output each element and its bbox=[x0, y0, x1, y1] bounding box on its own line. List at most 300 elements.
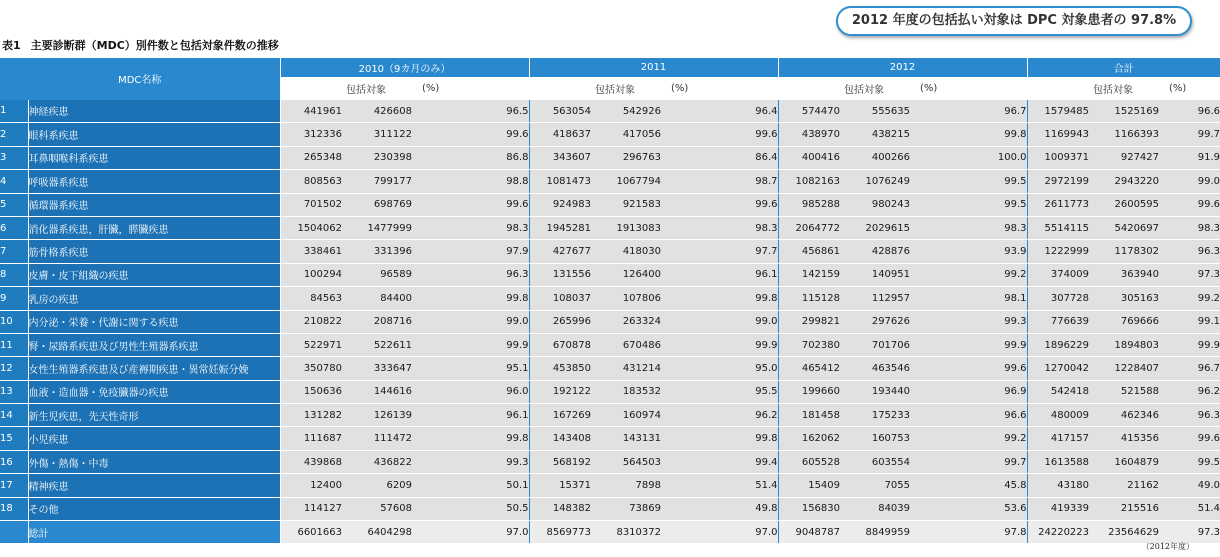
table-row bbox=[0, 474, 1220, 497]
covered-count-cell: 175233 bbox=[840, 404, 910, 427]
count-cell: 701502 bbox=[280, 193, 342, 216]
count-cell: 43180 bbox=[1027, 474, 1089, 497]
count-cell: 8569773 bbox=[529, 521, 591, 544]
table-row bbox=[0, 404, 1220, 427]
percent-cell: 96.6 bbox=[1159, 100, 1220, 123]
covered-count-cell: 2600595 bbox=[1089, 193, 1159, 216]
row-index: 13 bbox=[0, 380, 28, 403]
percent-cell: 49.0 bbox=[1159, 474, 1220, 497]
covered-count-cell: 23564629 bbox=[1089, 521, 1159, 544]
percent-cell: 96.1 bbox=[661, 263, 778, 286]
covered-count-cell: 363940 bbox=[1089, 263, 1159, 286]
covered-count-cell: 564503 bbox=[591, 450, 661, 473]
percent-cell: 99.3 bbox=[412, 450, 529, 473]
row-index: 17 bbox=[0, 474, 28, 497]
count-cell: 338461 bbox=[280, 240, 342, 263]
covered-count-cell: 296763 bbox=[591, 146, 661, 169]
count-cell: 115128 bbox=[778, 287, 840, 310]
percent-cell: 98.7 bbox=[661, 170, 778, 193]
count-cell: 1613588 bbox=[1027, 450, 1089, 473]
covered-count-cell: 7898 bbox=[591, 474, 661, 497]
percent-cell: 99.9 bbox=[412, 333, 529, 356]
count-cell: 114127 bbox=[280, 497, 342, 520]
percent-cell: 95.1 bbox=[412, 357, 529, 380]
row-index: 14 bbox=[0, 404, 28, 427]
covered-count-cell: 431214 bbox=[591, 357, 661, 380]
count-cell: 438970 bbox=[778, 123, 840, 146]
covered-count-cell: 400266 bbox=[840, 146, 910, 169]
covered-count-cell: 701706 bbox=[840, 333, 910, 356]
table-row bbox=[0, 333, 1220, 356]
row-index: 16 bbox=[0, 450, 28, 473]
count-cell: 417157 bbox=[1027, 427, 1089, 450]
covered-count-cell: 1913083 bbox=[591, 216, 661, 239]
percent-cell: 95.5 bbox=[661, 380, 778, 403]
percent-cell: 98.1 bbox=[910, 287, 1027, 310]
covered-count-cell: 215516 bbox=[1089, 497, 1159, 520]
table-body bbox=[0, 100, 1220, 544]
covered-count-cell: 522611 bbox=[342, 333, 412, 356]
mdc-name-cell: 呼吸器系疾患 bbox=[28, 170, 280, 193]
percent-cell: 99.2 bbox=[910, 427, 1027, 450]
percent-cell: 99.6 bbox=[412, 193, 529, 216]
table-number: 表1 bbox=[2, 39, 21, 52]
mdc-name-cell: 精神疾患 bbox=[28, 474, 280, 497]
row-index: 4 bbox=[0, 170, 28, 193]
covered-count-cell: 263324 bbox=[591, 310, 661, 333]
percent-cell: 98.3 bbox=[910, 216, 1027, 239]
count-cell: 108037 bbox=[529, 287, 591, 310]
row-index: 15 bbox=[0, 427, 28, 450]
count-cell: 350780 bbox=[280, 357, 342, 380]
subheader-pct: (%) bbox=[910, 77, 1027, 100]
percent-cell: 98.8 bbox=[412, 170, 529, 193]
covered-count-cell: 230398 bbox=[342, 146, 412, 169]
row-index: 3 bbox=[0, 146, 28, 169]
percent-cell: 99.8 bbox=[412, 427, 529, 450]
covered-count-cell: 415356 bbox=[1089, 427, 1159, 450]
count-cell: 162062 bbox=[778, 427, 840, 450]
percent-cell: 99.5 bbox=[910, 193, 1027, 216]
percent-cell: 96.1 bbox=[412, 404, 529, 427]
percent-cell: 99.2 bbox=[1159, 287, 1220, 310]
row-index: 12 bbox=[0, 357, 28, 380]
covered-count-cell: 107806 bbox=[591, 287, 661, 310]
covered-count-cell: 2029615 bbox=[840, 216, 910, 239]
mdc-name-cell: 血液・造血器・免疫臓器の疾患 bbox=[28, 380, 280, 403]
percent-cell: 99.8 bbox=[412, 287, 529, 310]
row-index bbox=[0, 521, 28, 544]
covered-count-cell: 1525169 bbox=[1089, 100, 1159, 123]
count-cell: 441961 bbox=[280, 100, 342, 123]
percent-cell: 97.0 bbox=[661, 521, 778, 544]
percent-cell: 51.4 bbox=[1159, 497, 1220, 520]
count-cell: 1222999 bbox=[1027, 240, 1089, 263]
covered-count-cell: 331396 bbox=[342, 240, 412, 263]
count-cell: 522971 bbox=[280, 333, 342, 356]
count-cell: 453850 bbox=[529, 357, 591, 380]
covered-count-cell: 160974 bbox=[591, 404, 661, 427]
count-cell: 299821 bbox=[778, 310, 840, 333]
year-header-2012: 2012 bbox=[778, 58, 1027, 77]
percent-cell: 49.8 bbox=[661, 497, 778, 520]
row-index: 8 bbox=[0, 263, 28, 286]
percent-cell: 86.4 bbox=[661, 146, 778, 169]
covered-count-cell: 927427 bbox=[1089, 146, 1159, 169]
percent-cell: 96.4 bbox=[661, 100, 778, 123]
percent-cell: 98.3 bbox=[412, 216, 529, 239]
count-cell: 167269 bbox=[529, 404, 591, 427]
count-cell: 312336 bbox=[280, 123, 342, 146]
mdc-name-cell: 腎・尿路系疾患及び男性生殖器系疾患 bbox=[28, 333, 280, 356]
covered-count-cell: 980243 bbox=[840, 193, 910, 216]
count-cell: 1270042 bbox=[1027, 357, 1089, 380]
percent-cell: 97.7 bbox=[661, 240, 778, 263]
percent-cell: 99.1 bbox=[1159, 310, 1220, 333]
count-cell: 9048787 bbox=[778, 521, 840, 544]
covered-count-cell: 1178302 bbox=[1089, 240, 1159, 263]
count-cell: 670878 bbox=[529, 333, 591, 356]
percent-cell: 96.7 bbox=[910, 100, 1027, 123]
percent-cell: 99.6 bbox=[1159, 193, 1220, 216]
percent-cell: 99.9 bbox=[1159, 333, 1220, 356]
count-cell: 465412 bbox=[778, 357, 840, 380]
percent-cell: 99.8 bbox=[661, 287, 778, 310]
row-index: 7 bbox=[0, 240, 28, 263]
mdc-name-cell: 総計 bbox=[28, 521, 280, 544]
percent-cell: 96.0 bbox=[412, 380, 529, 403]
table-row bbox=[0, 100, 1220, 123]
covered-count-cell: 2943220 bbox=[1089, 170, 1159, 193]
row-index: 5 bbox=[0, 193, 28, 216]
covered-count-cell: 670486 bbox=[591, 333, 661, 356]
mdc-name-cell: 新生児疾患，先天性奇形 bbox=[28, 404, 280, 427]
count-cell: 427677 bbox=[529, 240, 591, 263]
count-cell: 210822 bbox=[280, 310, 342, 333]
covered-count-cell: 521588 bbox=[1089, 380, 1159, 403]
count-cell: 985288 bbox=[778, 193, 840, 216]
covered-count-cell: 555635 bbox=[840, 100, 910, 123]
summary-callout: 2012 年度の包括払い対象は DPC 対象患者の 97.8% bbox=[836, 6, 1192, 36]
percent-cell: 99.8 bbox=[661, 427, 778, 450]
percent-cell: 96.2 bbox=[661, 404, 778, 427]
count-cell: 148382 bbox=[529, 497, 591, 520]
covered-count-cell: 1477999 bbox=[342, 216, 412, 239]
covered-count-cell: 84039 bbox=[840, 497, 910, 520]
mdc-name-cell: 女性生殖器系疾患及び産褥期疾患・異常妊娠分娩 bbox=[28, 357, 280, 380]
covered-count-cell: 208716 bbox=[342, 310, 412, 333]
percent-cell: 99.5 bbox=[910, 170, 1027, 193]
covered-count-cell: 418030 bbox=[591, 240, 661, 263]
count-cell: 6601663 bbox=[280, 521, 342, 544]
covered-count-cell: 8849959 bbox=[840, 521, 910, 544]
subheader-pct: (%) bbox=[1159, 77, 1220, 100]
covered-count-cell: 1166393 bbox=[1089, 123, 1159, 146]
year-header-2011: 2011 bbox=[529, 58, 778, 77]
mdc-name-cell: その他 bbox=[28, 497, 280, 520]
count-cell: 307728 bbox=[1027, 287, 1089, 310]
mdc-name-cell: 眼科系疾患 bbox=[28, 123, 280, 146]
percent-cell: 97.9 bbox=[412, 240, 529, 263]
table-row bbox=[0, 497, 1220, 520]
percent-cell: 97.3 bbox=[1159, 263, 1220, 286]
count-cell: 1169943 bbox=[1027, 123, 1089, 146]
year-header-2010: 2010（9カ月のみ） bbox=[280, 58, 529, 77]
count-cell: 1082163 bbox=[778, 170, 840, 193]
percent-cell: 50.1 bbox=[412, 474, 529, 497]
percent-cell: 93.9 bbox=[910, 240, 1027, 263]
row-index: 2 bbox=[0, 123, 28, 146]
table-row bbox=[0, 216, 1220, 239]
covered-count-cell: 96589 bbox=[342, 263, 412, 286]
covered-count-cell: 111472 bbox=[342, 427, 412, 450]
count-cell: 374009 bbox=[1027, 263, 1089, 286]
percent-cell: 96.2 bbox=[1159, 380, 1220, 403]
count-cell: 563054 bbox=[529, 100, 591, 123]
subheader-inc: 包括対象 bbox=[1089, 77, 1159, 100]
row-index: 10 bbox=[0, 310, 28, 333]
table-title: 主要診断群（MDC）別件数と包括対象件数の推移 bbox=[30, 39, 279, 52]
subheader-pct: (%) bbox=[412, 77, 529, 100]
percent-cell: 98.3 bbox=[1159, 216, 1220, 239]
count-cell: 1579485 bbox=[1027, 100, 1089, 123]
percent-cell: 99.6 bbox=[661, 123, 778, 146]
table-row bbox=[0, 146, 1220, 169]
covered-count-cell: 311122 bbox=[342, 123, 412, 146]
percent-cell: 97.0 bbox=[412, 521, 529, 544]
percent-cell: 96.3 bbox=[412, 263, 529, 286]
table-row bbox=[0, 357, 1220, 380]
percent-cell: 99.6 bbox=[910, 357, 1027, 380]
count-cell: 605528 bbox=[778, 450, 840, 473]
count-cell: 574470 bbox=[778, 100, 840, 123]
percent-cell: 98.3 bbox=[661, 216, 778, 239]
covered-count-cell: 426608 bbox=[342, 100, 412, 123]
subheader-inc: 包括対象 bbox=[840, 77, 910, 100]
table-row bbox=[0, 380, 1220, 403]
row-index: 6 bbox=[0, 216, 28, 239]
covered-count-cell: 7055 bbox=[840, 474, 910, 497]
subheader-all bbox=[778, 77, 840, 100]
percent-cell: 99.2 bbox=[910, 263, 1027, 286]
count-cell: 111687 bbox=[280, 427, 342, 450]
table-row bbox=[0, 287, 1220, 310]
covered-count-cell: 542926 bbox=[591, 100, 661, 123]
count-cell: 1896229 bbox=[1027, 333, 1089, 356]
percent-cell: 99.9 bbox=[910, 333, 1027, 356]
covered-count-cell: 126400 bbox=[591, 263, 661, 286]
count-cell: 702380 bbox=[778, 333, 840, 356]
source-note: （2012年度） bbox=[1141, 542, 1194, 551]
covered-count-cell: 333647 bbox=[342, 357, 412, 380]
count-cell: 131282 bbox=[280, 404, 342, 427]
covered-count-cell: 417056 bbox=[591, 123, 661, 146]
count-cell: 15371 bbox=[529, 474, 591, 497]
covered-count-cell: 463546 bbox=[840, 357, 910, 380]
covered-count-cell: 603554 bbox=[840, 450, 910, 473]
percent-cell: 95.0 bbox=[661, 357, 778, 380]
covered-count-cell: 5420697 bbox=[1089, 216, 1159, 239]
count-cell: 156830 bbox=[778, 497, 840, 520]
covered-count-cell: 126139 bbox=[342, 404, 412, 427]
subheader-all bbox=[1027, 77, 1089, 100]
percent-cell: 99.6 bbox=[412, 123, 529, 146]
year-header-total: 合計 bbox=[1027, 58, 1220, 77]
table-row bbox=[0, 240, 1220, 263]
percent-cell: 99.8 bbox=[910, 123, 1027, 146]
mdc-name-cell: 筋骨格系疾患 bbox=[28, 240, 280, 263]
covered-count-cell: 140951 bbox=[840, 263, 910, 286]
covered-count-cell: 160753 bbox=[840, 427, 910, 450]
covered-count-cell: 84400 bbox=[342, 287, 412, 310]
percent-cell: 99.7 bbox=[1159, 123, 1220, 146]
count-cell: 131556 bbox=[529, 263, 591, 286]
count-cell: 808563 bbox=[280, 170, 342, 193]
covered-count-cell: 428876 bbox=[840, 240, 910, 263]
covered-count-cell: 1604879 bbox=[1089, 450, 1159, 473]
row-index: 9 bbox=[0, 287, 28, 310]
count-cell: 1945281 bbox=[529, 216, 591, 239]
covered-count-cell: 799177 bbox=[342, 170, 412, 193]
percent-cell: 99.4 bbox=[661, 450, 778, 473]
covered-count-cell: 112957 bbox=[840, 287, 910, 310]
covered-count-cell: 6404298 bbox=[342, 521, 412, 544]
covered-count-cell: 144616 bbox=[342, 380, 412, 403]
covered-count-cell: 769666 bbox=[1089, 310, 1159, 333]
count-cell: 1009371 bbox=[1027, 146, 1089, 169]
subheader-inc: 包括対象 bbox=[591, 77, 661, 100]
percent-cell: 96.9 bbox=[910, 380, 1027, 403]
table-row bbox=[0, 263, 1220, 286]
mdc-name-cell: 循環器系疾患 bbox=[28, 193, 280, 216]
count-cell: 192122 bbox=[529, 380, 591, 403]
count-cell: 143408 bbox=[529, 427, 591, 450]
covered-count-cell: 1894803 bbox=[1089, 333, 1159, 356]
row-index: 1 bbox=[0, 100, 28, 123]
table-caption bbox=[2, 37, 279, 53]
count-cell: 1504062 bbox=[280, 216, 342, 239]
count-cell: 1081473 bbox=[529, 170, 591, 193]
covered-count-cell: 8310372 bbox=[591, 521, 661, 544]
covered-count-cell: 698769 bbox=[342, 193, 412, 216]
count-cell: 24220223 bbox=[1027, 521, 1089, 544]
count-cell: 419339 bbox=[1027, 497, 1089, 520]
table-row bbox=[0, 123, 1220, 146]
covered-count-cell: 297626 bbox=[840, 310, 910, 333]
covered-count-cell: 921583 bbox=[591, 193, 661, 216]
covered-count-cell: 462346 bbox=[1089, 404, 1159, 427]
covered-count-cell: 57608 bbox=[342, 497, 412, 520]
count-cell: 343607 bbox=[529, 146, 591, 169]
mdc-name-header: MDC名称 bbox=[0, 58, 280, 100]
covered-count-cell: 1228407 bbox=[1089, 357, 1159, 380]
covered-count-cell: 143131 bbox=[591, 427, 661, 450]
percent-cell: 53.6 bbox=[910, 497, 1027, 520]
covered-count-cell: 183532 bbox=[591, 380, 661, 403]
count-cell: 439868 bbox=[280, 450, 342, 473]
total-row bbox=[0, 521, 1220, 544]
percent-cell: 96.5 bbox=[412, 100, 529, 123]
mdc-name-cell: 小児疾患 bbox=[28, 427, 280, 450]
covered-count-cell: 6209 bbox=[342, 474, 412, 497]
subheader-all bbox=[529, 77, 591, 100]
mdc-name-cell: 外傷・熱傷・中毒 bbox=[28, 450, 280, 473]
table-row bbox=[0, 310, 1220, 333]
count-cell: 480009 bbox=[1027, 404, 1089, 427]
percent-cell: 99.0 bbox=[1159, 170, 1220, 193]
percent-cell: 97.3 bbox=[1159, 521, 1220, 544]
table-row bbox=[0, 193, 1220, 216]
covered-count-cell: 73869 bbox=[591, 497, 661, 520]
mdc-table bbox=[0, 58, 1220, 544]
percent-cell: 96.3 bbox=[1159, 404, 1220, 427]
count-cell: 400416 bbox=[778, 146, 840, 169]
count-cell: 142159 bbox=[778, 263, 840, 286]
count-cell: 2972199 bbox=[1027, 170, 1089, 193]
percent-cell: 99.0 bbox=[661, 310, 778, 333]
mdc-name-cell: 乳房の疾患 bbox=[28, 287, 280, 310]
mdc-name-cell: 内分泌・栄養・代謝に関する疾患 bbox=[28, 310, 280, 333]
percent-cell: 99.0 bbox=[412, 310, 529, 333]
covered-count-cell: 305163 bbox=[1089, 287, 1159, 310]
mdc-name-cell: 消化器系疾患，肝臓，膵臓疾患 bbox=[28, 216, 280, 239]
table-row bbox=[0, 427, 1220, 450]
count-cell: 568192 bbox=[529, 450, 591, 473]
percent-cell: 97.8 bbox=[910, 521, 1027, 544]
count-cell: 5514115 bbox=[1027, 216, 1089, 239]
percent-cell: 99.6 bbox=[661, 193, 778, 216]
table-row bbox=[0, 170, 1220, 193]
percent-cell: 99.5 bbox=[1159, 450, 1220, 473]
covered-count-cell: 21162 bbox=[1089, 474, 1159, 497]
percent-cell: 91.9 bbox=[1159, 146, 1220, 169]
count-cell: 2611773 bbox=[1027, 193, 1089, 216]
count-cell: 776639 bbox=[1027, 310, 1089, 333]
row-index: 11 bbox=[0, 333, 28, 356]
count-cell: 542418 bbox=[1027, 380, 1089, 403]
table-row bbox=[0, 450, 1220, 473]
subheader-inc: 包括対象 bbox=[342, 77, 412, 100]
percent-cell: 86.8 bbox=[412, 146, 529, 169]
mdc-name-cell: 耳鼻咽喉科系疾患 bbox=[28, 146, 280, 169]
covered-count-cell: 438215 bbox=[840, 123, 910, 146]
percent-cell: 96.7 bbox=[1159, 357, 1220, 380]
count-cell: 924983 bbox=[529, 193, 591, 216]
count-cell: 456861 bbox=[778, 240, 840, 263]
percent-cell: 51.4 bbox=[661, 474, 778, 497]
count-cell: 100294 bbox=[280, 263, 342, 286]
count-cell: 12400 bbox=[280, 474, 342, 497]
percent-cell: 99.7 bbox=[910, 450, 1027, 473]
percent-cell: 96.6 bbox=[910, 404, 1027, 427]
covered-count-cell: 436822 bbox=[342, 450, 412, 473]
percent-cell: 99.6 bbox=[1159, 427, 1220, 450]
mdc-name-cell: 皮膚・皮下組織の疾患 bbox=[28, 263, 280, 286]
percent-cell: 45.8 bbox=[910, 474, 1027, 497]
count-cell: 199660 bbox=[778, 380, 840, 403]
count-cell: 15409 bbox=[778, 474, 840, 497]
count-cell: 2064772 bbox=[778, 216, 840, 239]
mdc-name-cell: 神経疾患 bbox=[28, 100, 280, 123]
subheader-pct: (%) bbox=[661, 77, 778, 100]
count-cell: 418637 bbox=[529, 123, 591, 146]
count-cell: 150636 bbox=[280, 380, 342, 403]
covered-count-cell: 193440 bbox=[840, 380, 910, 403]
percent-cell: 50.5 bbox=[412, 497, 529, 520]
count-cell: 84563 bbox=[280, 287, 342, 310]
count-cell: 265996 bbox=[529, 310, 591, 333]
subheader-all bbox=[280, 77, 342, 100]
